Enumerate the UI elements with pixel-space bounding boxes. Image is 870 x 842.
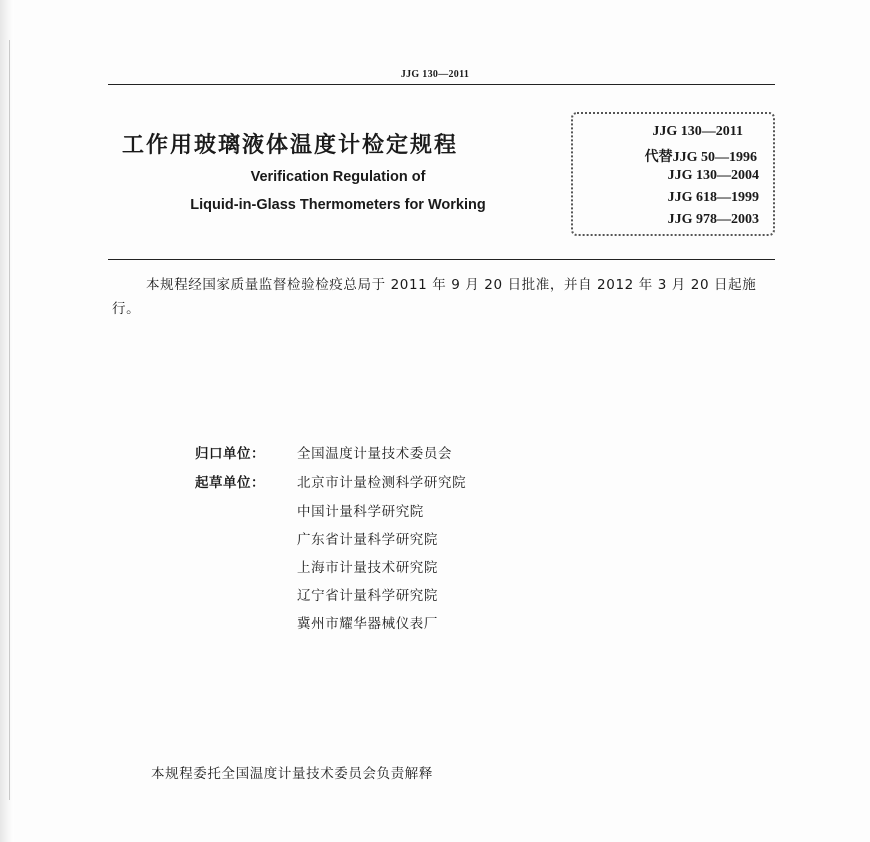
title-english-line-1: Verification Regulation of (250, 169, 426, 185)
replaced-code: JJG 618—1999 (667, 190, 759, 205)
title-english-line-2: Liquid-in-Glass Thermometers for Working (190, 197, 486, 213)
top-rule (108, 84, 775, 85)
current-code: JJG 130—2011 (652, 124, 743, 139)
title-chinese: 工作用玻璃液体温度计检定规程 (122, 133, 459, 158)
interpretation-note: 本规程委托全国温度计量技术委员会负责解释 (151, 766, 433, 782)
page-binding-line (9, 40, 10, 800)
drafting-units-label: 起草单位： (195, 475, 265, 491)
drafting-unit: 冀州市耀华器械仪表厂 (297, 616, 438, 632)
replaces-line (645, 146, 757, 166)
drafting-unit: 中国计量科学研究院 (297, 504, 424, 520)
replacement-code-box (571, 112, 775, 236)
header-code: JJG 130—2011 (400, 69, 470, 80)
section-rule (108, 259, 775, 260)
drafting-unit: 广东省计量科学研究院 (297, 532, 438, 548)
replaces-prefix: 代替 (644, 150, 673, 165)
replaced-code: JJG 50—1996 (672, 150, 757, 165)
approval-statement: 本规程经国家质量监督检验检疫总局于 2011 年 9 月 20 日批准，并自 2012 年 3 月 20 日起施行。 (112, 277, 757, 317)
drafting-unit: 北京市计量检测科学研究院 (297, 475, 467, 491)
drafting-unit: 上海市计量技术研究院 (297, 560, 438, 576)
replaced-code: JJG 978—2003 (667, 212, 759, 227)
page-edge-shadow (0, 0, 14, 842)
responsible-unit-value: 全国温度计量技术委员会 (297, 446, 453, 462)
drafting-unit: 辽宁省计量科学研究院 (297, 588, 438, 604)
responsible-unit-label: 归口单位： (195, 446, 265, 462)
replaced-code: JJG 130—2004 (667, 168, 759, 183)
